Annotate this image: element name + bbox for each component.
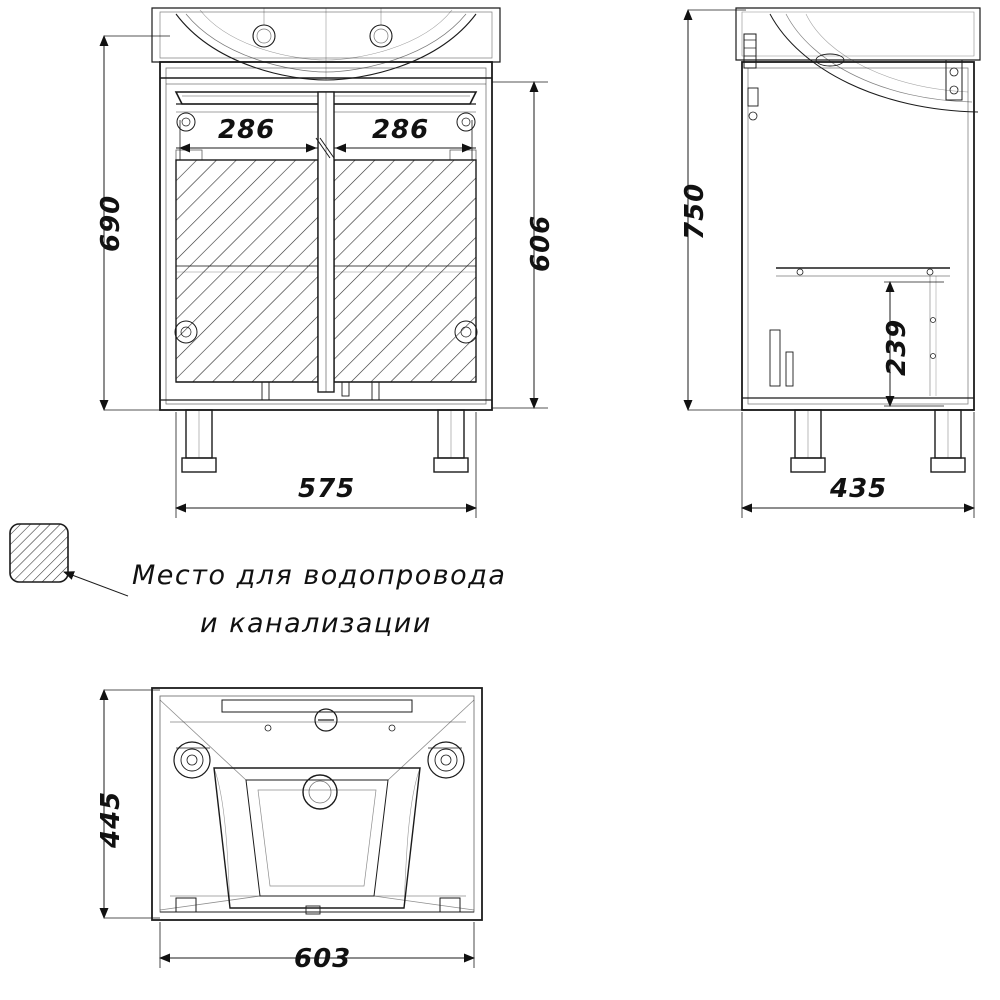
dim-door-left-286: 286	[218, 115, 276, 145]
side-leg-left	[791, 410, 825, 472]
legend-swatch-group	[10, 524, 128, 596]
side-view-group	[736, 8, 980, 472]
dim-front-height-690: 690	[96, 194, 126, 252]
dim-top-width-603: 603	[294, 944, 352, 974]
dim-side-height-750: 750	[680, 182, 710, 240]
dim-door-right-286: 286	[372, 115, 430, 145]
side-leg-right	[931, 410, 965, 472]
dim-side-depth-435: 435	[830, 474, 888, 504]
dim-side-inner-239: 239	[882, 318, 912, 376]
front-leg-right	[434, 410, 468, 472]
dim-front-width-575: 575	[298, 474, 356, 504]
dim-top-depth-445: 445	[96, 790, 126, 848]
legend-note-line2: и канализации	[200, 608, 432, 639]
top-dimension-lines	[104, 690, 474, 968]
dim-front-body-606: 606	[526, 214, 556, 272]
front-leg-left	[182, 410, 216, 472]
side-dimension-lines	[688, 10, 974, 518]
front-view-group	[152, 8, 500, 472]
legend-note-line1: Место для водопровода	[132, 560, 507, 591]
top-view-group	[152, 688, 482, 920]
